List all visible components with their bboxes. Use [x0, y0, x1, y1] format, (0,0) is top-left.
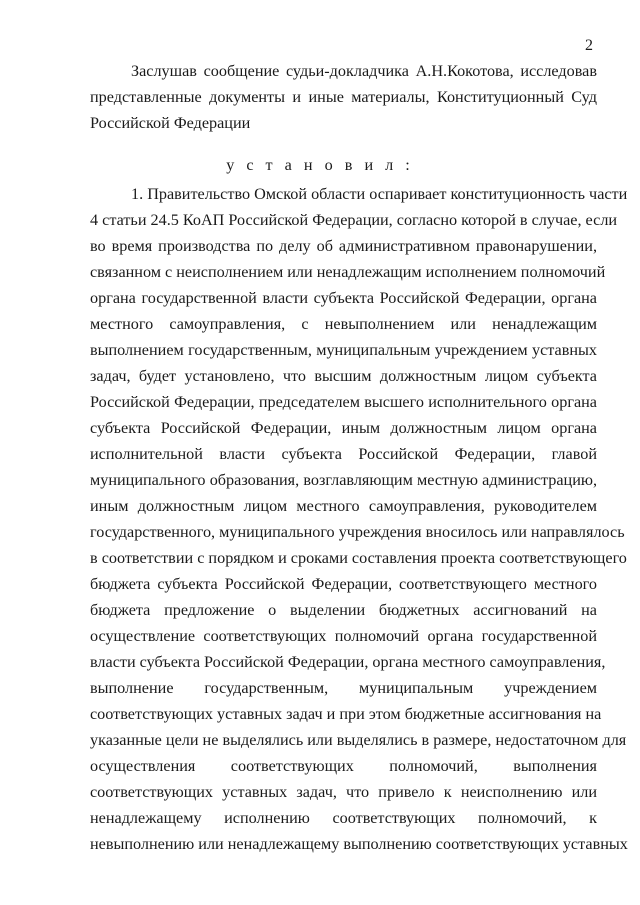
body-line: выполнением государственным, муниципальным учреждением уставных [90, 341, 597, 359]
body-line: ненадлежащему исполнению соответствующих полномочий, к [90, 809, 597, 827]
body-line: местного самоуправления, с невыполнением или ненадлежащим [90, 315, 597, 333]
body-line: Российской Федерации, председателем высшего исполнительного органа [90, 393, 597, 411]
body-line: 1. Правительство Омской области оспаривает конституционность части [131, 185, 628, 203]
body-line: указанные цели не выделялись или выделялись в размере, недостаточном для [90, 731, 627, 749]
body-line: соответствующих уставных задач, что привело к неисполнению или [90, 783, 597, 801]
section-heading: у с т а н о в и л : [226, 156, 414, 174]
intro-line: Заслушав сообщение судьи-докладчика А.Н.Кокотова, исследовав [131, 62, 597, 80]
body-line: муниципального образования, возглавляющим местную администрацию, [90, 471, 597, 489]
body-line: соответствующих уставных задач и при этом бюджетные ассигнования на [90, 705, 602, 723]
body-line: выполнение государственным, муниципальным учреждением [90, 679, 597, 697]
intro-line: Российской Федерации [90, 114, 251, 132]
page-number: 2 [585, 37, 593, 54]
body-line: иным должностным лицом местного самоуправления, руководителем [90, 497, 597, 515]
body-line: задач, будет установлено, что высшим должностным лицом субъекта [90, 367, 597, 385]
intro-line: представленные документы и иные материалы, Конституционный Суд [90, 88, 597, 106]
body-line: невыполнению или ненадлежащему выполнению соответствующих уставных [90, 835, 628, 853]
body-line: бюджета субъекта Российской Федерации, соответствующего местного [90, 575, 597, 593]
body-line: осуществление соответствующих полномочий органа государственной [90, 627, 597, 645]
body-line: в соответствии с порядком и сроками составления проекта соответствующего [90, 549, 627, 567]
body-line: государственного, муниципального учреждения вносилось или направлялось [90, 523, 625, 541]
body-line: 4 статьи 24.5 КоАП Российской Федерации, согласно которой в случае, если [90, 211, 618, 229]
body-line: исполнительной власти субъекта Российской Федерации, главой [90, 445, 597, 463]
body-line: власти субъекта Российской Федерации, органа местного самоуправления, [90, 653, 606, 671]
body-line: связанном с неисполнением или ненадлежащим исполнением полномочий [90, 263, 606, 281]
body-line: во время производства по делу об административном правонарушении, [90, 237, 597, 255]
body-line: осуществления соответствующих полномочий, выполнения [90, 757, 597, 775]
body-line: бюджета предложение о выделении бюджетных ассигнований на [90, 601, 597, 619]
body-line: субъекта Российской Федерации, иным должностным лицом органа [90, 419, 597, 437]
body-line: органа государственной власти субъекта Российской Федерации, органа [90, 289, 597, 307]
